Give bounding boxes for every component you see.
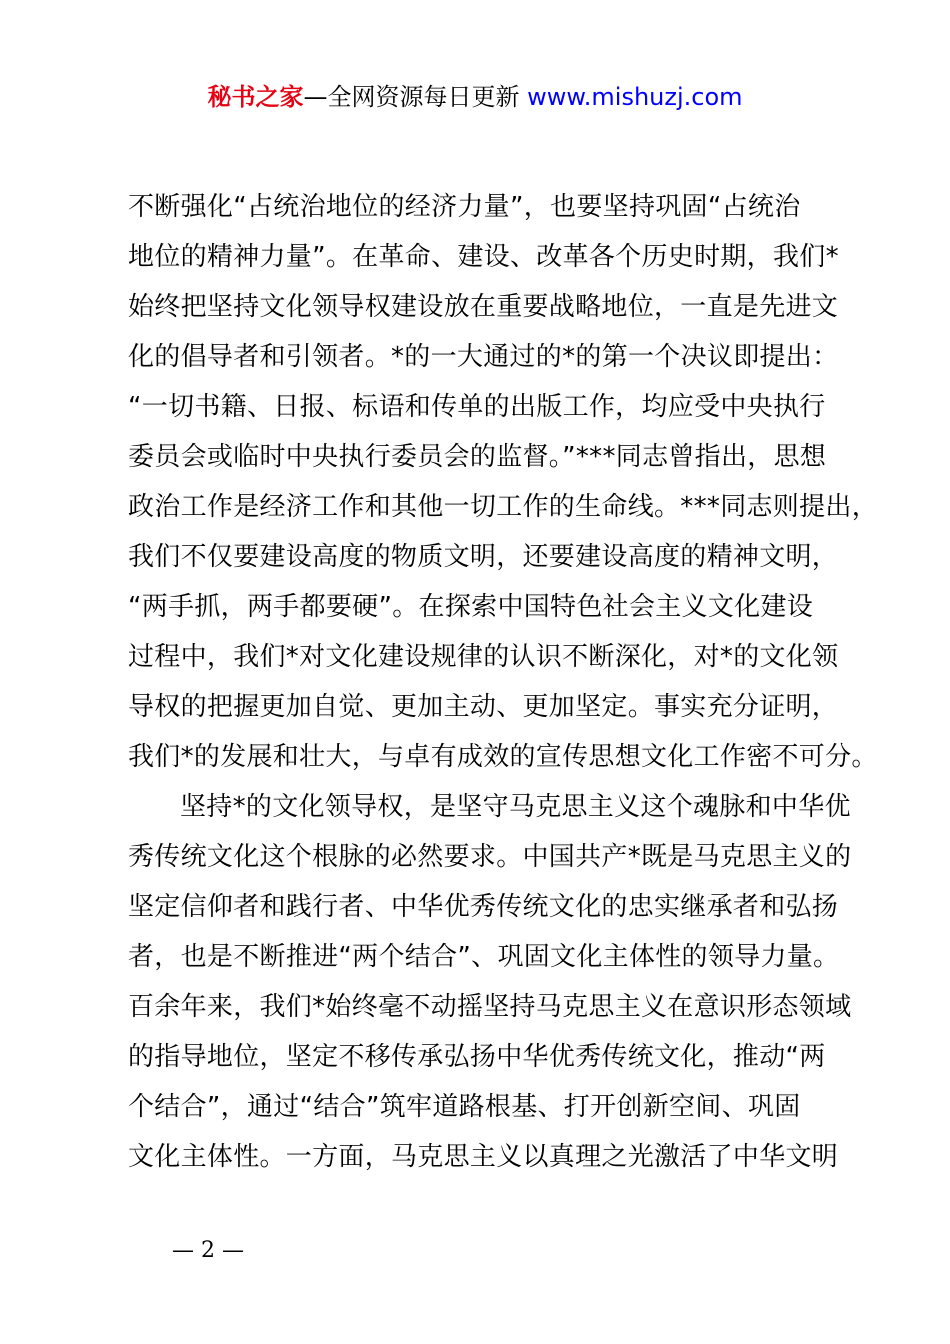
text-line: 秀传统文化这个根脉的必然要求。中国共产*既是马克思主义的 [128,842,852,872]
text-line: “两手抓，两手都要硬”。在探索中国特色社会主义文化建设 [128,592,814,622]
text-line: 个结合”，通过“结合”筑牢道路根基、打开创新空间、巩固 [128,1092,801,1122]
text-line: 坚定信仰者和践行者、中华优秀传统文化的忠实继承者和弘扬 [128,892,839,922]
document-body [128,182,879,1182]
text-line: 我们不仅要建设高度的物质文明，还要建设高度的精神文明， [128,542,839,572]
text-line: 始终把坚持文化领导权建设放在重要战略地位，一直是先进文 [128,292,839,322]
text-line: 委员会或临时中央执行委员会的监督。”***同志曾指出，思想 [128,442,827,472]
text-line: 我们*的发展和壮大，与卓有成效的宣传思想文化工作密不可分。 [128,742,878,772]
text-line: 政治工作是经济工作和其他一切工作的生命线。***同志则提出， [128,492,879,522]
header-tagline: —全网资源每日更新 [303,83,520,111]
text-line: 百余年来，我们*始终毫不动摇坚持马克思主义在意识形态领域 [128,992,852,1022]
page-number: — 2 — [172,1238,244,1263]
text-line: 地位的精神力量”。在革命、建设、改革各个历史时期，我们* [128,242,839,272]
text-line: 过程中，我们*对文化建设规律的认识不断深化，对*的文化领 [128,642,839,672]
text-line: 的指导地位，坚定不移传承弘扬中华优秀传统文化，推动“两 [128,1042,826,1072]
text-line: 导权的把握更加自觉、更加主动、更加坚定。事实充分证明， [128,692,839,722]
text-line: “一切书籍、日报、标语和传单的出版工作，均应受中央执行 [128,392,826,422]
brand-name: 秘书之家 [207,83,304,111]
text-line: 不断强化“占统治地位的经济力量”，也要坚持巩固“占统治 [128,192,801,222]
text-line: 者，也是不断推进“两个结合”、巩固文化主体性的领导力量。 [128,942,840,972]
text-line: 化的倡导者和引领者。*的一大通过的*的第一个决议即提出： [128,342,839,372]
site-url-link[interactable]: www.mishuzj.com [527,83,743,111]
text-line: 文化主体性。一方面，马克思主义以真理之光激活了中华文明 [128,1142,839,1172]
site-header [0,80,950,114]
paragraph-first-line: 坚持*的文化领导权，是坚守马克思主义这个魂脉和中华优 [180,792,851,822]
